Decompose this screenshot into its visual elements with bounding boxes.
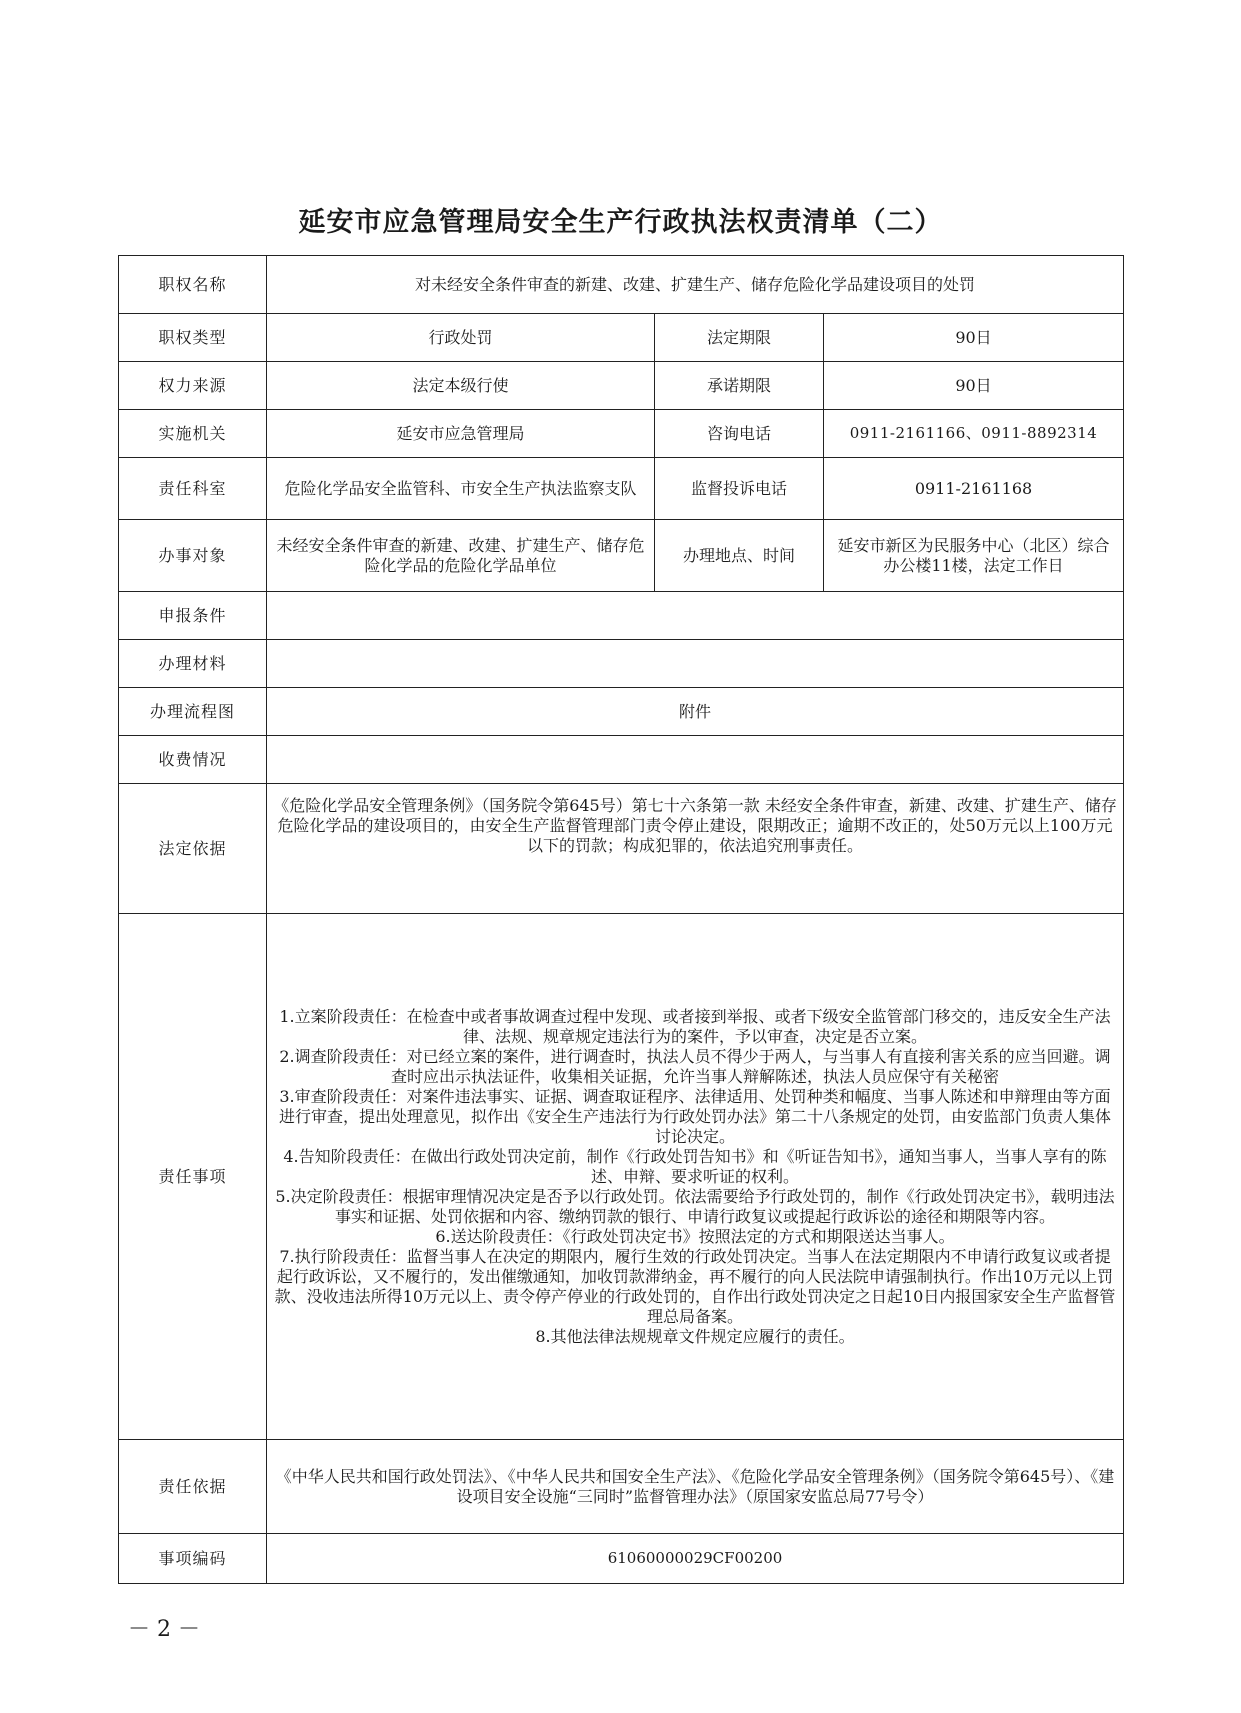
value-location-time: 延安市新区为民服务中心（北区）综合办公楼11楼，法定工作日 bbox=[824, 520, 1124, 592]
table-row bbox=[119, 784, 1124, 914]
table-row bbox=[119, 410, 1124, 458]
label-materials: 办理材料 bbox=[119, 640, 267, 688]
value-legal-basis: 《危险化学品安全管理条例》（国务院令第645号）第七十六条第一款 未经安全条件审查，新建、改建、扩建生产、储存危险化学品的建设项目的，由安全生产监督管理部门责令停止建设，限期改正；逾期不改正的，处50万元以上100万元以下的罚款；构成犯罪的，依法追究刑事责任。 bbox=[267, 784, 1124, 914]
label-location-time: 办理地点、时间 bbox=[655, 520, 824, 592]
value-power-name: 对未经安全条件审查的新建、改建、扩建生产、储存危险化学品建设项目的处罚 bbox=[267, 256, 1124, 314]
label-agency: 实施机关 bbox=[119, 410, 267, 458]
label-duties: 责任事项 bbox=[119, 914, 267, 1440]
label-power-name: 职权名称 bbox=[119, 256, 267, 314]
label-power-type: 职权类型 bbox=[119, 314, 267, 362]
value-legal-deadline: 90日 bbox=[824, 314, 1124, 362]
table-row bbox=[119, 592, 1124, 640]
table-row bbox=[119, 640, 1124, 688]
value-power-type: 行政处罚 bbox=[267, 314, 655, 362]
label-power-source: 权力来源 bbox=[119, 362, 267, 410]
value-consult-phone: 0911-2161166、0911-8892314 bbox=[824, 410, 1124, 458]
value-fees bbox=[267, 736, 1124, 784]
duty-item: 1.立案阶段责任：在检查中或者事故调查过程中发现、或者接到举报、或者下级安全监管部门移交的，违反安全生产法律、法规、规章规定违法行为的案件，予以审查，决定是否立案。 bbox=[279, 1006, 1111, 1046]
value-duties bbox=[267, 914, 1124, 1440]
label-duty-basis: 责任依据 bbox=[119, 1440, 267, 1534]
value-power-source: 法定本级行使 bbox=[267, 362, 655, 410]
page-title: 延安市应急管理局安全生产行政执法权责清单（二） bbox=[298, 207, 943, 238]
label-fees: 收费情况 bbox=[119, 736, 267, 784]
table-row bbox=[119, 914, 1124, 1440]
table-row bbox=[119, 688, 1124, 736]
value-conditions bbox=[267, 592, 1124, 640]
value-duty-basis: 《中华人民共和国行政处罚法》、《中华人民共和国安全生产法》、《危险化学品安全管理条例》（国务院令第645号）、《建设项目安全设施“三同时”监督管理办法》（原国家安监总局77号令） bbox=[267, 1440, 1124, 1534]
duty-item: 7.执行阶段责任：监督当事人在决定的期限内，履行生效的行政处罚决定。当事人在法定期限内不申请行政复议或者提起行政诉讼，又不履行的，发出催缴通知，加收罚款滞纳金，再不履行的向人民法院申请强制执行。作出10万元以上罚款、没收违法所得10万元以上、责令停产停业的行政处罚的，自作出行政处罚决定之日起10日内报国家安全生产监督管理总局备案。 bbox=[274, 1246, 1116, 1326]
value-item-code: 61060000029CF00200 bbox=[267, 1534, 1124, 1584]
table-row bbox=[119, 736, 1124, 784]
label-target: 办事对象 bbox=[119, 520, 267, 592]
table-row bbox=[119, 256, 1124, 314]
label-item-code: 事项编码 bbox=[119, 1534, 267, 1584]
duty-item: 4.告知阶段责任：在做出行政处罚决定前，制作《行政处罚告知书》和《听证告知书》，通知当事人，当事人享有的陈述、申辩、要求听证的权利。 bbox=[283, 1146, 1107, 1186]
table-row bbox=[119, 458, 1124, 520]
label-legal-basis: 法定依据 bbox=[119, 784, 267, 914]
label-complaint-phone: 监督投诉电话 bbox=[655, 458, 824, 520]
label-flowchart: 办理流程图 bbox=[119, 688, 267, 736]
power-list-table bbox=[118, 255, 1124, 1584]
table-row bbox=[119, 520, 1124, 592]
label-department: 责任科室 bbox=[119, 458, 267, 520]
value-promised-deadline: 90日 bbox=[824, 362, 1124, 410]
value-flowchart: 附件 bbox=[267, 688, 1124, 736]
value-materials bbox=[267, 640, 1124, 688]
table-row bbox=[119, 362, 1124, 410]
value-target: 未经安全条件审查的新建、改建、扩建生产、储存危险化学品的危险化学品单位 bbox=[267, 520, 655, 592]
value-department: 危险化学品安全监管科、市安全生产执法监察支队 bbox=[267, 458, 655, 520]
label-consult-phone: 咨询电话 bbox=[655, 410, 824, 458]
label-promised-deadline: 承诺期限 bbox=[655, 362, 824, 410]
duty-item: 3.审查阶段责任：对案件违法事实、证据、调查取证程序、法律适用、处罚种类和幅度、当事人陈述和申辩理由等方面进行审查，提出处理意见，拟作出《安全生产违法行为行政处罚办法》第二十八条规定的处罚，由安监部门负责人集体讨论决定。 bbox=[279, 1086, 1112, 1146]
duty-item: 6.送达阶段责任：《行政处罚决定书》按照法定的方式和期限送达当事人。 bbox=[435, 1226, 955, 1246]
table-row bbox=[119, 1534, 1124, 1584]
duty-item: 8.其他法律法规规章文件规定应履行的责任。 bbox=[535, 1326, 855, 1346]
page-number: － 2 － bbox=[128, 1617, 200, 1642]
duty-item: 2.调查阶段责任：对已经立案的案件，进行调查时，执法人员不得少于两人，与当事人有直接利害关系的应当回避。调查时应出示执法证件，收集相关证据，允许当事人辩解陈述，执法人员应保守有关秘密 bbox=[279, 1046, 1111, 1086]
value-complaint-phone: 0911-2161168 bbox=[824, 458, 1124, 520]
value-agency: 延安市应急管理局 bbox=[267, 410, 655, 458]
table-row bbox=[119, 1440, 1124, 1534]
duty-item: 5.决定阶段责任：根据审理情况决定是否予以行政处罚。依法需要给予行政处罚的，制作《行政处罚决定书》，载明违法事实和证据、处罚依据和内容、缴纳罚款的银行、申请行政复议或提起行政诉讼的途径和期限等内容。 bbox=[275, 1186, 1115, 1226]
label-conditions: 申报条件 bbox=[119, 592, 267, 640]
label-legal-deadline: 法定期限 bbox=[655, 314, 824, 362]
table-row bbox=[119, 314, 1124, 362]
